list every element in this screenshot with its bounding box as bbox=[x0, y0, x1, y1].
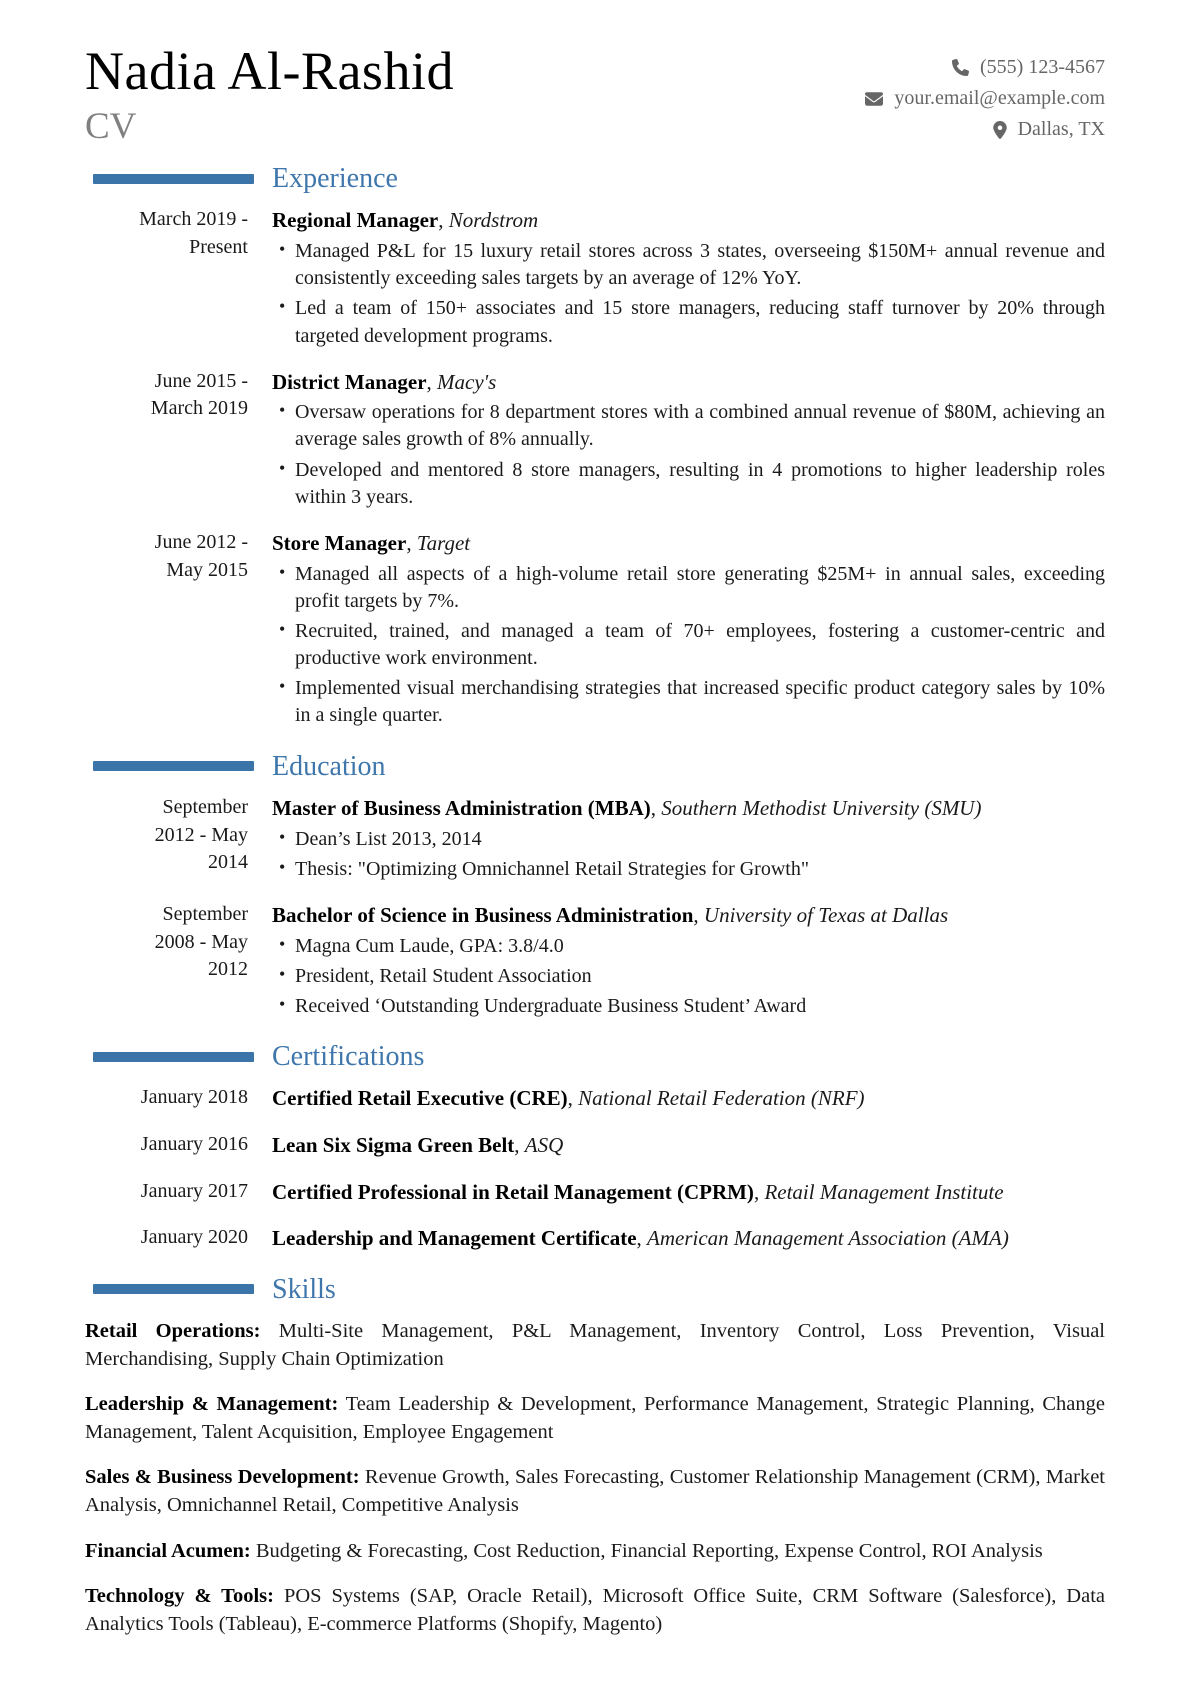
section-education bbox=[85, 752, 1105, 1023]
bullet-item: • Magna Cum Laude, GPA: 3.8/4.0 bbox=[272, 933, 1105, 960]
cv-entry bbox=[85, 1084, 1105, 1116]
entry-bullet-list bbox=[272, 399, 1105, 511]
identity-block bbox=[85, 41, 454, 147]
entry-date: March 2019 - Present bbox=[139, 208, 248, 258]
skill-group-label: Technology & Tools: bbox=[85, 1584, 274, 1607]
skill-group bbox=[85, 1537, 1105, 1565]
cv-header bbox=[85, 41, 1105, 147]
section-title: Skills bbox=[272, 1273, 336, 1305]
entry-role: Regional Manager bbox=[272, 208, 439, 233]
entry-separator: , bbox=[567, 1086, 579, 1111]
entry-separator: , bbox=[514, 1133, 525, 1158]
entry-role: Bachelor of Science in Business Administration bbox=[272, 902, 694, 927]
bullet-item: • Thesis: "Optimizing Omnichannel Retail Strategies for Growth" bbox=[272, 856, 1105, 883]
entry-body bbox=[272, 368, 1105, 514]
skill-group bbox=[85, 1463, 1105, 1519]
section-body bbox=[85, 1317, 1105, 1638]
skill-group-items: Team Leadership & Development, Performance Management, Strategic Planning, Change Management, Talent Acquisition, Employee Engagement bbox=[85, 1393, 1105, 1444]
entry-separator: , bbox=[636, 1226, 648, 1251]
entry-organization: American Management Association (AMA) bbox=[647, 1226, 1009, 1251]
entry-date: June 2012 - May 2015 bbox=[154, 530, 248, 581]
section-skills bbox=[85, 1275, 1105, 1638]
entry-date: January 2016 bbox=[140, 1133, 248, 1156]
entry-separator: , bbox=[426, 369, 438, 394]
cv-subtitle: CV bbox=[85, 106, 137, 147]
bullet-item: • Led a team of 150+ associates and 15 store managers, reducing staff turnover by 20% through targeted development programs. bbox=[272, 295, 1105, 349]
entry-body bbox=[272, 901, 1105, 1023]
entry-body bbox=[272, 529, 1105, 733]
entry-role: Leadership and Management Certificate bbox=[272, 1226, 637, 1251]
entry-body bbox=[272, 1131, 1105, 1163]
cv-entry bbox=[85, 368, 1105, 514]
section-header bbox=[85, 1042, 1105, 1071]
entry-date: January 2018 bbox=[140, 1086, 248, 1109]
section-header bbox=[85, 164, 1105, 193]
entry-bullet-list bbox=[272, 238, 1105, 350]
entry-separator: , bbox=[438, 208, 449, 233]
cv-entry bbox=[85, 901, 1105, 1023]
bullet-item: • Received ‘Outstanding Undergraduate Business Student’ Award bbox=[272, 993, 1105, 1020]
entry-separator: , bbox=[650, 796, 662, 821]
envelope-icon bbox=[865, 90, 883, 108]
entry-date: September 2012 - May 2014 bbox=[154, 796, 248, 874]
entry-title bbox=[272, 794, 1105, 823]
entry-bullet-list bbox=[272, 826, 1105, 883]
entry-title bbox=[272, 1178, 1105, 1207]
entry-organization: ASQ bbox=[524, 1133, 564, 1158]
bullet-item: • Dean’s List 2013, 2014 bbox=[272, 826, 1105, 853]
cv-body bbox=[85, 164, 1105, 1638]
cv-entry bbox=[85, 206, 1105, 352]
entry-role: Lean Six Sigma Green Belt bbox=[272, 1133, 515, 1158]
entry-body bbox=[272, 1084, 1105, 1116]
skill-group-label: Financial Acumen: bbox=[85, 1539, 251, 1562]
bullet-item: • Implemented visual merchandising strategies that increased specific product category sales by 10% in a single quarter. bbox=[272, 675, 1105, 729]
entry-title bbox=[272, 206, 1105, 235]
section-body bbox=[85, 1084, 1105, 1255]
entry-bullet-list bbox=[272, 561, 1105, 730]
entry-date: June 2015 - March 2019 bbox=[150, 369, 248, 420]
skill-group-items: POS Systems (SAP, Oracle Retail), Microsoft Office Suite, CRM Software (Salesforce), Data Analytics Tools (Tableau), E-commerce Platforms (Shopify, Magento) bbox=[85, 1584, 1105, 1635]
entry-body bbox=[272, 1224, 1105, 1256]
contact-block bbox=[865, 52, 1105, 145]
bullet-item: • Recruited, trained, and managed a team of 70+ employees, fostering a customer-centric and productive work environment. bbox=[272, 618, 1105, 672]
cv-entry bbox=[85, 529, 1105, 733]
bullet-item: • Managed all aspects of a high-volume retail store generating $25M+ in annual sales, exceeding profit targets by 7%. bbox=[272, 561, 1105, 615]
skill-group-items: Budgeting & Forecasting, Cost Reduction, Financial Reporting, Expense Control, ROI Analysis bbox=[255, 1539, 1043, 1562]
entry-organization: University of Texas at Dallas bbox=[703, 902, 949, 927]
entry-title bbox=[272, 1131, 1105, 1160]
section-certifications bbox=[85, 1042, 1105, 1256]
section-title: Certifications bbox=[272, 1041, 425, 1073]
entry-organization: Nordstrom bbox=[448, 208, 539, 233]
skill-group bbox=[85, 1390, 1105, 1446]
contact-phone: (555) 123-4567 bbox=[980, 56, 1105, 78]
skill-group bbox=[85, 1582, 1105, 1638]
entry-body bbox=[272, 1178, 1105, 1210]
bullet-item: • Developed and mentored 8 store managers, resulting in 4 promotions to higher leadership roles within 3 years. bbox=[272, 457, 1105, 511]
contact-location: Dallas, TX bbox=[1017, 118, 1105, 140]
entry-body bbox=[272, 794, 1105, 886]
entry-role: Certified Professional in Retail Management (CPRM) bbox=[272, 1179, 754, 1204]
section-experience bbox=[85, 164, 1105, 733]
entry-title bbox=[272, 529, 1105, 558]
phone-icon bbox=[952, 59, 969, 76]
entry-separator: , bbox=[753, 1179, 765, 1204]
entry-date: January 2020 bbox=[140, 1226, 248, 1249]
section-accent-bar bbox=[93, 1284, 254, 1294]
bullet-item: • Managed P&L for 15 luxury retail stores across 3 states, overseeing $150M+ annual revenue and consistently exceeding sales targets by an average of 12% YoY. bbox=[272, 238, 1105, 292]
contact-location-line bbox=[865, 114, 1105, 145]
entry-role: Certified Retail Executive (CRE) bbox=[272, 1086, 568, 1111]
entry-bullet-list bbox=[272, 933, 1105, 1021]
entry-date: January 2017 bbox=[140, 1179, 248, 1202]
section-header bbox=[85, 1275, 1105, 1304]
contact-phone-line bbox=[865, 52, 1105, 83]
cv-entry bbox=[85, 794, 1105, 886]
location-pin-icon bbox=[993, 121, 1007, 139]
entry-separator: , bbox=[406, 530, 417, 555]
skill-group-label: Leadership & Management: bbox=[85, 1393, 339, 1416]
entry-title bbox=[272, 368, 1105, 397]
contact-email-line bbox=[865, 83, 1105, 114]
skill-group-items: Multi-Site Management, P&L Management, Inventory Control, Loss Prevention, Visual Merchandising, Supply Chain Optimization bbox=[85, 1320, 1105, 1371]
person-name: Nadia Al-Rashid bbox=[85, 41, 454, 101]
entry-role: Store Manager bbox=[272, 530, 407, 555]
entry-separator: , bbox=[693, 902, 704, 927]
entry-date: September 2008 - May 2012 bbox=[154, 902, 248, 981]
section-title: Education bbox=[272, 750, 386, 782]
bullet-item: • Oversaw operations for 8 department stores with a combined annual revenue of $80M, achieving an average sales growth of 8% annually. bbox=[272, 399, 1105, 453]
section-header bbox=[85, 752, 1105, 781]
bullet-item: • President, Retail Student Association bbox=[272, 963, 1105, 990]
entry-organization: Macy's bbox=[437, 369, 497, 394]
cv-entry bbox=[85, 1178, 1105, 1210]
cv-entry bbox=[85, 1131, 1105, 1163]
section-body bbox=[85, 206, 1105, 732]
skill-group bbox=[85, 1317, 1105, 1373]
section-accent-bar bbox=[93, 1052, 254, 1062]
entry-organization: National Retail Federation (NRF) bbox=[578, 1086, 865, 1111]
section-accent-bar bbox=[93, 761, 254, 771]
section-title: Experience bbox=[272, 163, 398, 194]
skill-group-label: Sales & Business Development: bbox=[85, 1466, 360, 1489]
entry-body bbox=[272, 206, 1105, 352]
entry-title bbox=[272, 901, 1105, 930]
entry-title bbox=[272, 1084, 1105, 1113]
entry-title bbox=[272, 1224, 1105, 1253]
contact-email: your.email@example.com bbox=[894, 87, 1105, 109]
section-accent-bar bbox=[93, 174, 254, 184]
cv-entry bbox=[85, 1224, 1105, 1256]
entry-organization: Target bbox=[416, 530, 471, 555]
skill-group-items: Revenue Growth, Sales Forecasting, Customer Relationship Management (CRM), Market Analysis, Omnichannel Retail, Competitive Analysis bbox=[85, 1466, 1105, 1517]
entry-role: District Manager bbox=[272, 369, 427, 394]
skill-group-label: Retail Operations: bbox=[85, 1320, 261, 1343]
section-body bbox=[85, 794, 1105, 1023]
entry-organization: Retail Management Institute bbox=[764, 1179, 1004, 1204]
entry-organization: Southern Methodist University (SMU) bbox=[661, 796, 982, 821]
entry-role: Master of Business Administration (MBA) bbox=[272, 796, 651, 821]
